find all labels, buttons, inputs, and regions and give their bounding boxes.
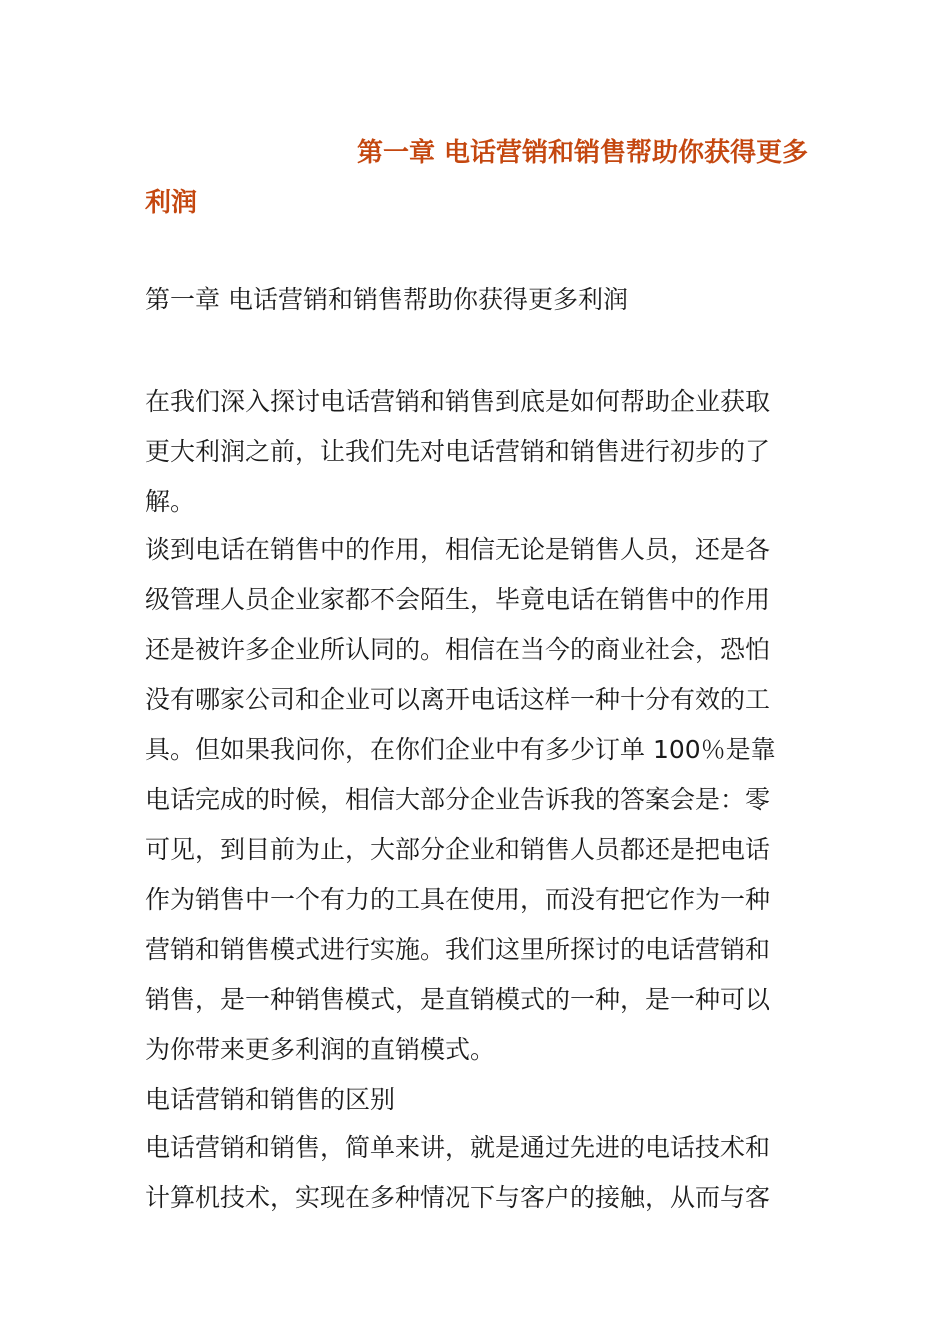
chapter-heading	[145, 128, 810, 228]
paragraph-2-line: 可见，到目前为止，大部分企业和销售人员都还是把电话	[145, 835, 771, 864]
paragraph-2-line: 还是被许多企业所认同的。相信在当今的商业社会，恐怕	[145, 635, 771, 664]
paragraph-2-line: 为你带来更多利润的直销模式。	[145, 1035, 496, 1064]
paragraph-2-line: 电话完成的时候，相信大部分企业告诉我的答案会是：零	[145, 785, 771, 814]
paragraph-2-line: 销售，是一种销售模式，是直销模式的一种，是一种可以	[145, 985, 771, 1014]
section-title	[145, 1075, 810, 1125]
paragraph-2-line: 具。但如果我问你，在你们企业中有多少订单 100％是靠	[145, 735, 776, 764]
paragraph-2-line: 谈到电话在销售中的作用，相信无论是销售人员，还是各	[145, 535, 771, 564]
paragraph-1-line: 解。	[145, 487, 196, 516]
paragraph-3-line: 电话营销和销售，简单来讲，就是通过先进的电话技术和	[145, 1133, 771, 1162]
paragraph-2-line: 作为销售中一个有力的工具在使用，而没有把它作为一种	[145, 885, 771, 914]
section-title-text: 电话营销和销售的区别	[145, 1085, 396, 1114]
paragraph-1-line: 在我们深入探讨电话营销和销售到底是如何帮助企业获取	[145, 387, 771, 416]
paragraph-2-line: 营销和销售模式进行实施。我们这里所探讨的电话营销和	[145, 935, 771, 964]
paragraph-3	[145, 1123, 810, 1223]
paragraph-1	[145, 377, 810, 527]
chapter-heading-line-1: 第一章 电话营销和销售帮助你获得更多	[357, 138, 809, 168]
chapter-subheading	[145, 275, 810, 325]
subheading-text: 第一章 电话营销和销售帮助你获得更多利润	[145, 285, 628, 314]
paragraph-1-line: 更大利润之前，让我们先对电话营销和销售进行初步的了	[145, 437, 771, 466]
paragraph-2-line: 没有哪家公司和企业可以离开电话这样一种十分有效的工	[145, 685, 771, 714]
paragraph-3-line: 计算机技术，实现在多种情况下与客户的接触，从而与客	[145, 1183, 771, 1212]
chapter-heading-line-2: 利润	[145, 188, 198, 218]
paragraph-2-line: 级管理人员企业家都不会陌生，毕竟电话在销售中的作用	[145, 585, 771, 614]
paragraph-2	[145, 525, 810, 1075]
